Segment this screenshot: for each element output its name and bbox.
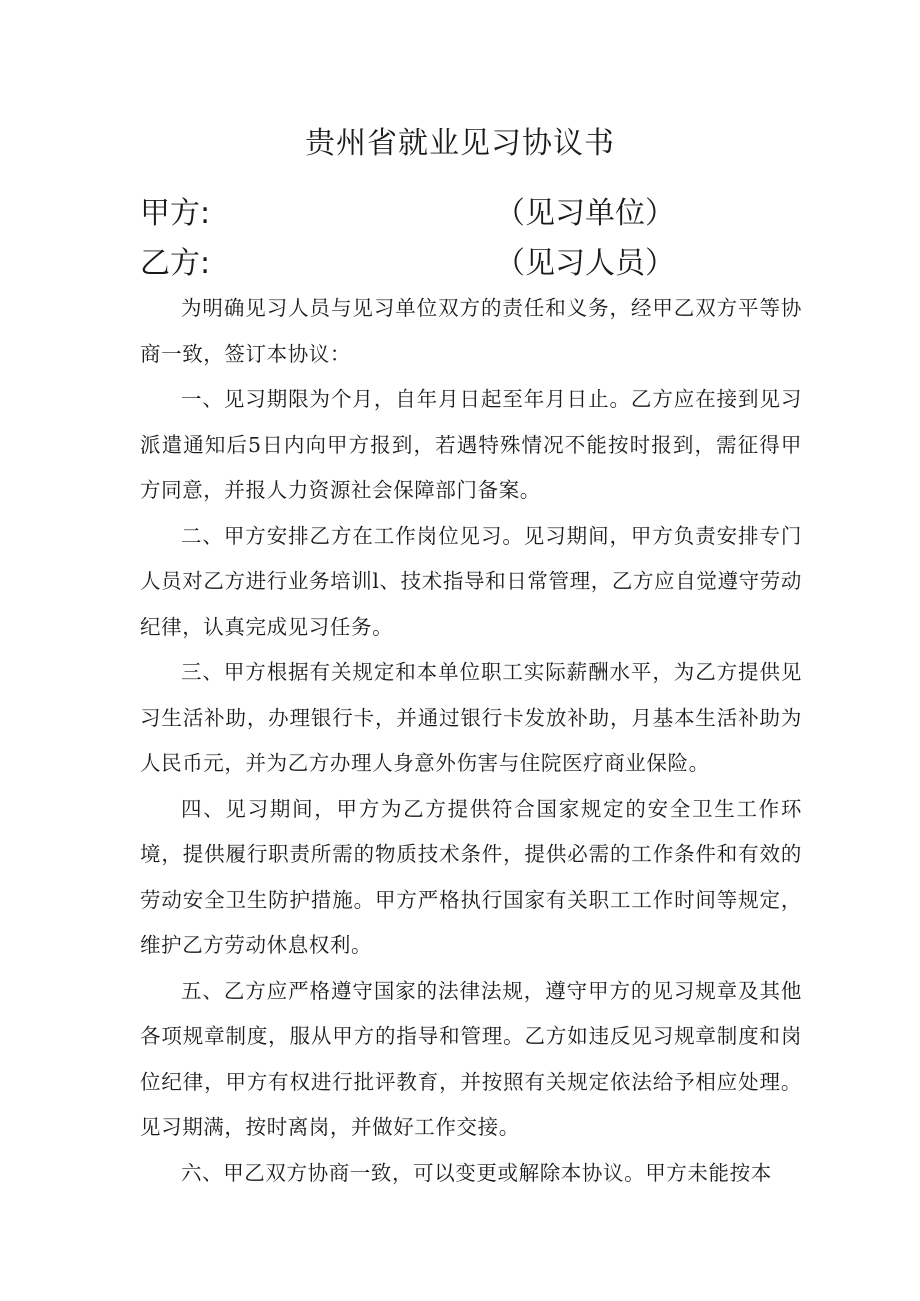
paragraph-clause-3: 三、甲方根据有关规定和本单位职工实际薪酬水平，为乙方提供见习生活补助，办理银行卡，并通过银行卡发放补助，月基本生活补助为人民币元，并为乙方办理人身意外伤害与住院医疗商业保险。	[140, 660, 802, 775]
party-a-line	[140, 188, 675, 231]
party-a-label: 甲方:	[140, 196, 211, 231]
paragraph-clause-4: 四、见习期间，甲方为乙方提供符合国家规定的安全卫生工作环境，提供履行职责所需的物质技术条件，提供必需的工作条件和有效的劳动安全卫生防护措施。甲方严格执行国家有关职工工作时间等规定，维护乙方劳动休息权利。	[140, 796, 802, 957]
paragraph-clause-5: 五、乙方应严格遵守国家的法律法规，遵守甲方的见习规章及其他各项规章制度，服从甲方的指导和管理。乙方如违反见习规章制度和岗位纪律，甲方有权进行批评教育，并按照有关规定依法给予相应处理。见习期满，按时离岗，并做好工作交接。	[140, 978, 802, 1139]
paragraph-intro: 为明确见习人员与见习单位双方的责任和义务，经甲乙双方平等协商一致，签订本协议：	[140, 296, 802, 366]
paragraph-clause-1: 一、见习期限为个月，自年月日起至年月日止。乙方应在接到见习派遣通知后5日内向甲方报到，若遇特殊情况不能按时报到，需征得甲方同意，并报人力资源社会保障部门备案。	[140, 387, 802, 502]
party-b-label: 乙方:	[140, 246, 211, 281]
party-b-role: （见习人员）	[495, 246, 675, 281]
agreement-body	[140, 286, 802, 1196]
paragraph-clause-6: 六、甲乙双方协商一致，可以变更或解除本协议。甲方未能按本	[181, 1160, 772, 1185]
party-a-role: （见习单位）	[495, 196, 675, 231]
document-title: 贵州省就业见习协议书	[305, 126, 615, 161]
paragraph-clause-2: 二、甲方安排乙方在工作岗位见习。见习期间，甲方负责安排专门人员对乙方进行业务培训l、技术指导和日常管理，乙方应自觉遵守劳动纪律，认真完成见习任务。	[140, 523, 802, 639]
party-b-line	[140, 238, 675, 281]
